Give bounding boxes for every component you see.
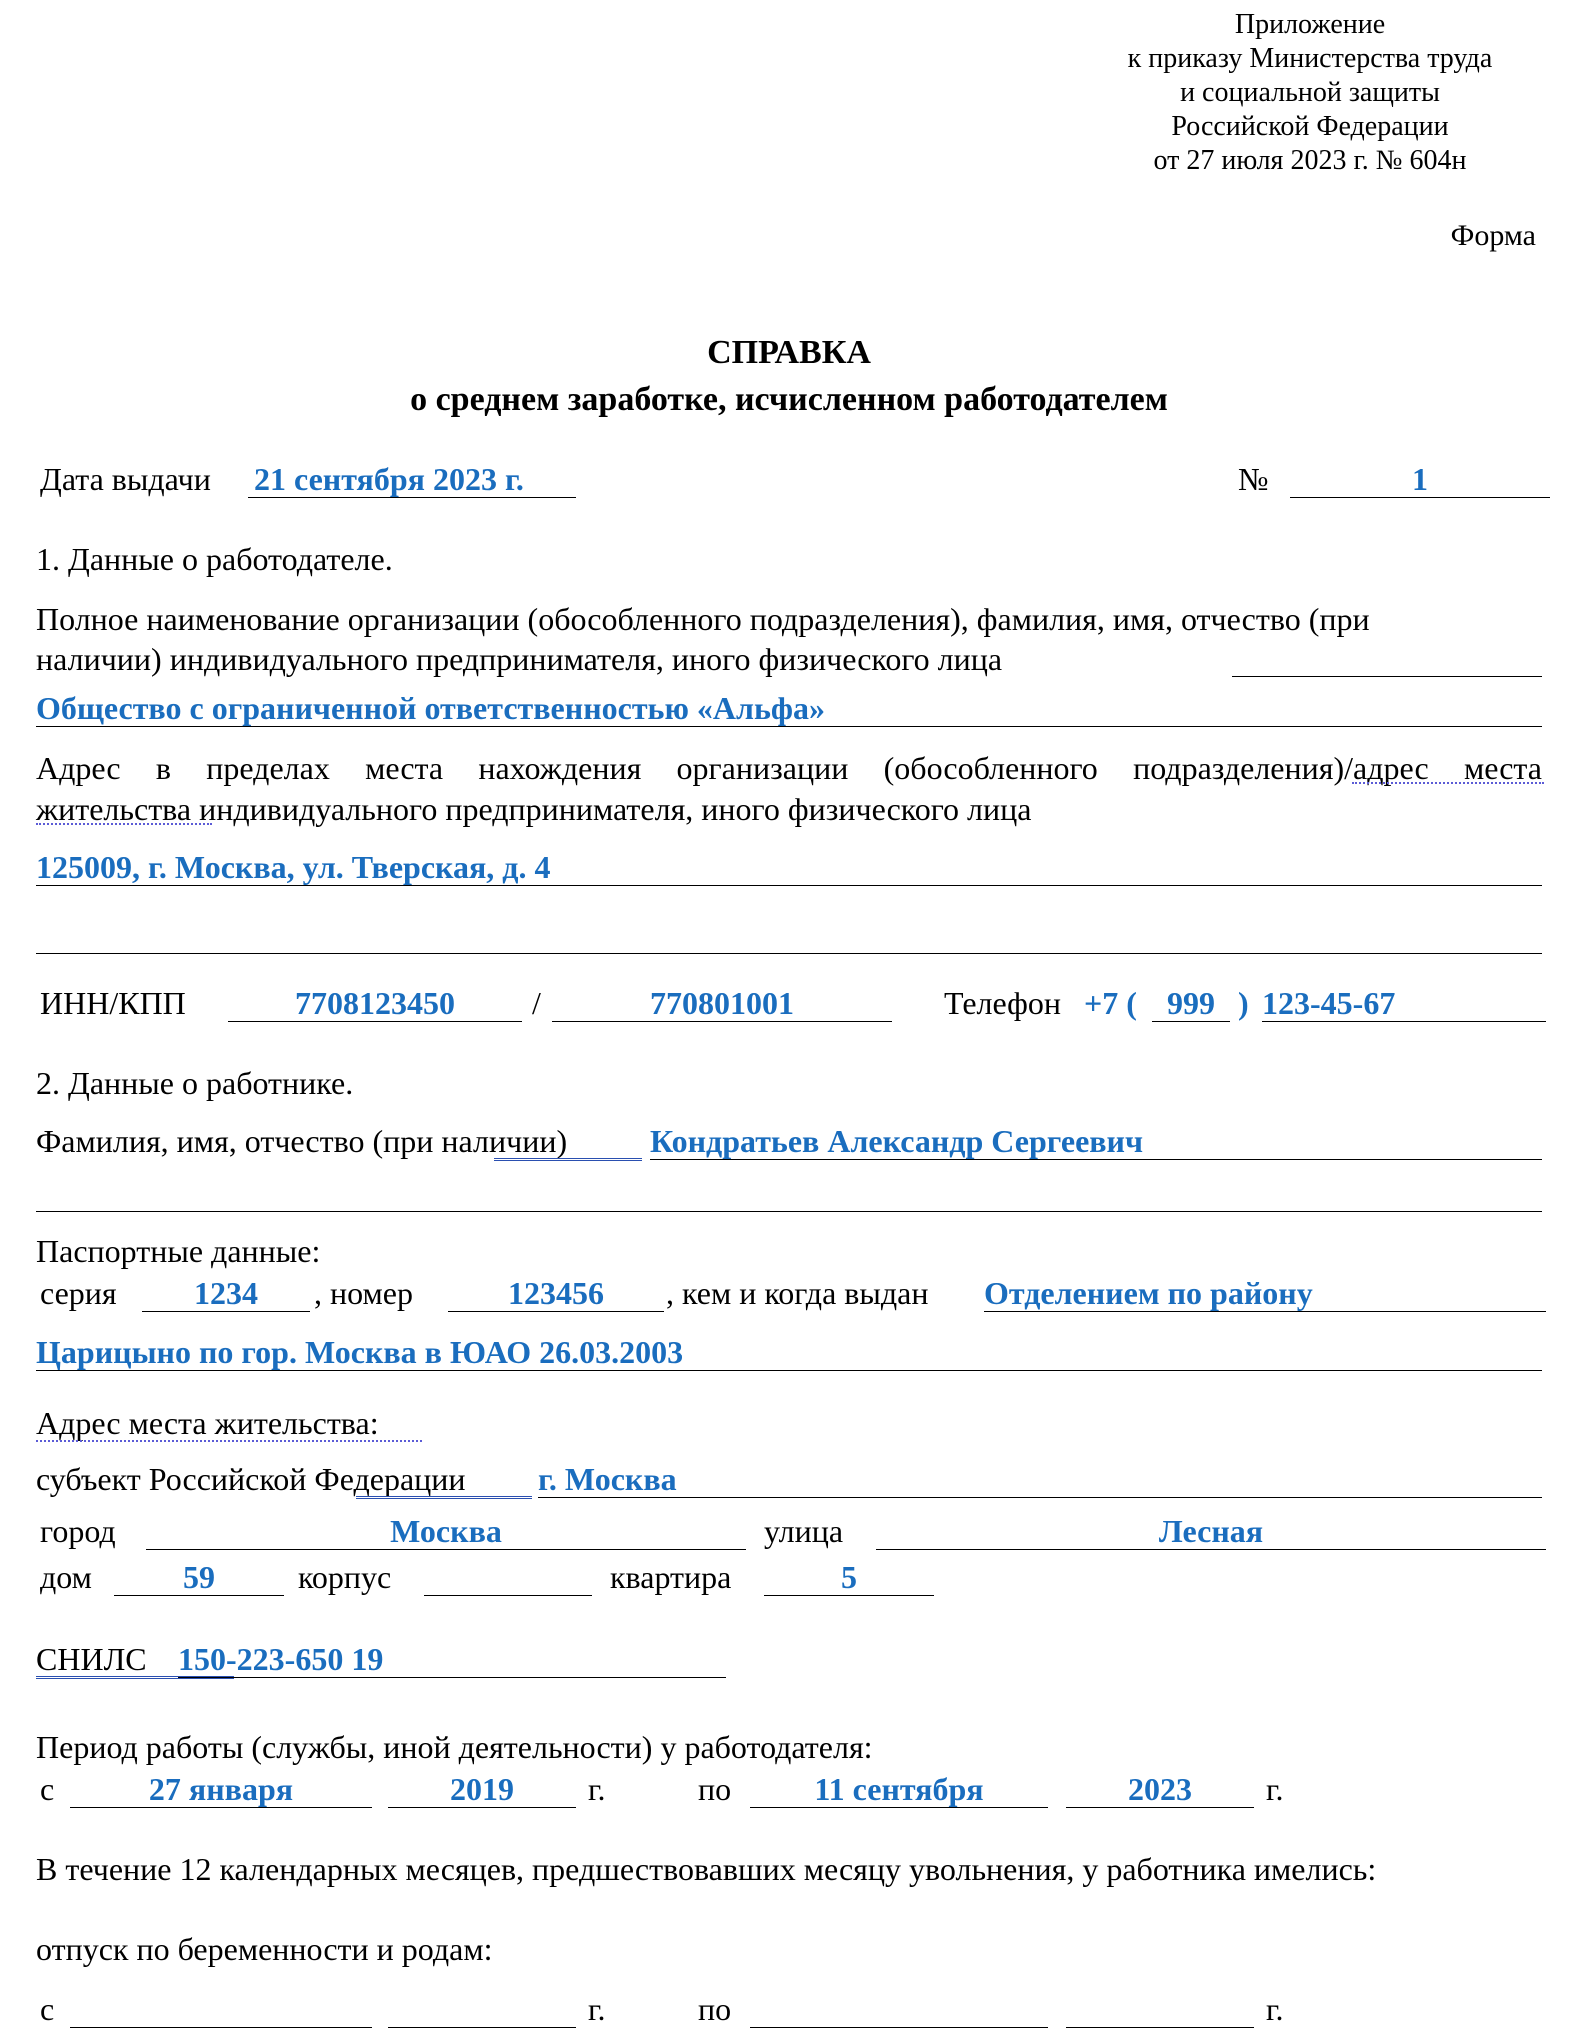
maternity-to-date-field[interactable] <box>750 1991 1048 2028</box>
fio-line-2[interactable] <box>36 1211 1542 1212</box>
phone-label: Телефон <box>944 985 1061 1021</box>
period-to-year-suffix: г. <box>1266 1771 1284 1807</box>
document-title: СПРАВКА <box>707 334 871 371</box>
issue-number-label: № <box>1238 461 1269 497</box>
phone-number-field[interactable]: 123-45-67 <box>1262 985 1546 1022</box>
form-label: Форма <box>1450 219 1536 252</box>
maternity-to-year-suffix: г. <box>1266 1991 1284 2027</box>
period-from-year-suffix: г. <box>588 1771 606 1807</box>
phone-close: ) <box>1238 985 1249 1021</box>
maternity-from-date-field[interactable] <box>70 1991 372 2028</box>
inn-kpp-slash: / <box>532 985 541 1021</box>
street-field[interactable]: Лесная <box>876 1513 1546 1550</box>
passport-number-field[interactable]: 123456 <box>448 1275 664 1312</box>
inn-kpp-label: ИНН/КПП <box>40 985 186 1021</box>
passport-issued-field-2[interactable]: Царицыно по гор. Москва в ЮАО 26.03.2003 <box>36 1334 1542 1371</box>
twelve-months-text: В течение 12 календарных месяцев, предшествовавших месяцу увольнения, у работника имелись: <box>36 1851 1377 1887</box>
org-name-label-line-2: наличии) индивидуального предпринимателя, иного физического лица <box>36 641 1003 677</box>
org-address-field[interactable]: 125009, г. Москва, ул. Тверская, д. 4 <box>36 849 1542 886</box>
appendix-block <box>1080 8 1540 178</box>
passport-issued-label: , кем и когда выдан <box>666 1275 929 1311</box>
issue-date-label: Дата выдачи <box>40 461 211 497</box>
street-label: улица <box>764 1513 844 1549</box>
snils-label: СНИЛС <box>36 1641 147 1677</box>
address-label-line-1: Адрес в пределах места нахождения организации (обособленного подразделения)/адрес места <box>36 750 1542 786</box>
apartment-field[interactable]: 5 <box>764 1559 934 1596</box>
kpp-field[interactable]: 770801001 <box>552 985 892 1022</box>
house-label: дом <box>40 1559 92 1595</box>
maternity-from-label: с <box>40 1991 55 2027</box>
period-label: Период работы (службы, иной деятельности) у работодателя: <box>36 1729 873 1765</box>
house-field[interactable]: 59 <box>114 1559 284 1596</box>
city-label: город <box>40 1513 116 1549</box>
maternity-label: отпуск по беременности и родам: <box>36 1931 493 1967</box>
period-to-label: по <box>698 1771 732 1807</box>
period-to-year-field[interactable]: 2023 <box>1066 1771 1254 1808</box>
subject-label: субъект Российской Федерации <box>36 1461 466 1497</box>
fio-label: Фамилия, имя, отчество (при наличии) <box>36 1123 568 1159</box>
passport-issued-field-1[interactable]: Отделением по району <box>984 1275 1546 1312</box>
issue-number-field[interactable]: 1 <box>1290 461 1550 498</box>
passport-label: Паспортные данные: <box>36 1233 321 1269</box>
appendix-line-5: от 27 июля 2023 г. № 604н <box>1153 145 1467 176</box>
apartment-label: квартира <box>610 1559 732 1595</box>
org-name-field[interactable]: Общество с ограниченной ответственностью «Альфа» <box>36 690 1542 727</box>
appendix-line-3: и социальной защиты <box>1180 77 1440 108</box>
maternity-to-label: по <box>698 1991 732 2027</box>
period-from-date-field[interactable]: 27 января <box>70 1771 372 1808</box>
document-subtitle: о среднем заработке, исчисленном работодателем <box>410 381 1168 418</box>
address-label-line-2: жительства индивидуального предпринимателя, иного физического лица <box>36 791 1032 827</box>
snils-field[interactable]: 150-223-650 19 <box>178 1641 726 1678</box>
subject-field[interactable]: г. Москва <box>538 1461 1542 1498</box>
org-address-line-2[interactable] <box>36 953 1542 954</box>
section-2-heading: 2. Данные о работнике. <box>36 1065 354 1101</box>
period-from-year-field[interactable]: 2019 <box>388 1771 576 1808</box>
city-field[interactable]: Москва <box>146 1513 746 1550</box>
passport-series-field[interactable]: 1234 <box>142 1275 310 1312</box>
maternity-from-year-suffix: г. <box>588 1991 606 2027</box>
section-1-heading: 1. Данные о работодателе. <box>36 541 393 577</box>
residence-spellcheck <box>36 1440 422 1442</box>
appendix-line-2: к приказу Министерства труда <box>1127 43 1493 74</box>
fio-field[interactable]: Кондратьев Александр Сергеевич <box>650 1123 1542 1160</box>
phone-code-field[interactable]: 999 <box>1152 985 1230 1022</box>
residence-label: Адрес места жительства: <box>36 1405 379 1441</box>
period-from-label: с <box>40 1771 55 1807</box>
issue-date-field[interactable]: 21 сентября 2023 г. <box>248 461 576 498</box>
appendix-line-4: Российской Федерации <box>1171 111 1449 142</box>
building-label: корпус <box>298 1559 392 1595</box>
passport-number-label: , номер <box>314 1275 413 1311</box>
fio-label-double-underline <box>494 1158 642 1161</box>
appendix-line-1: Приложение <box>1234 9 1386 40</box>
period-to-date-field[interactable]: 11 сентября <box>750 1771 1048 1808</box>
spellcheck-underline <box>1352 782 1544 786</box>
building-field[interactable] <box>424 1559 592 1596</box>
phone-prefix: +7 ( <box>1084 985 1137 1021</box>
inn-field[interactable]: 7708123450 <box>228 985 522 1022</box>
org-name-line-end <box>1232 676 1542 677</box>
maternity-from-year-field[interactable] <box>388 1991 576 2028</box>
maternity-to-year-field[interactable] <box>1066 1991 1254 2028</box>
org-name-label-line-1: Полное наименование организации (обособленного подразделения), фамилия, имя, отчество (при <box>36 601 1370 637</box>
passport-series-label: серия <box>40 1275 117 1311</box>
spellcheck-underline-2 <box>36 823 212 825</box>
subject-label-double-underline <box>356 1496 532 1499</box>
